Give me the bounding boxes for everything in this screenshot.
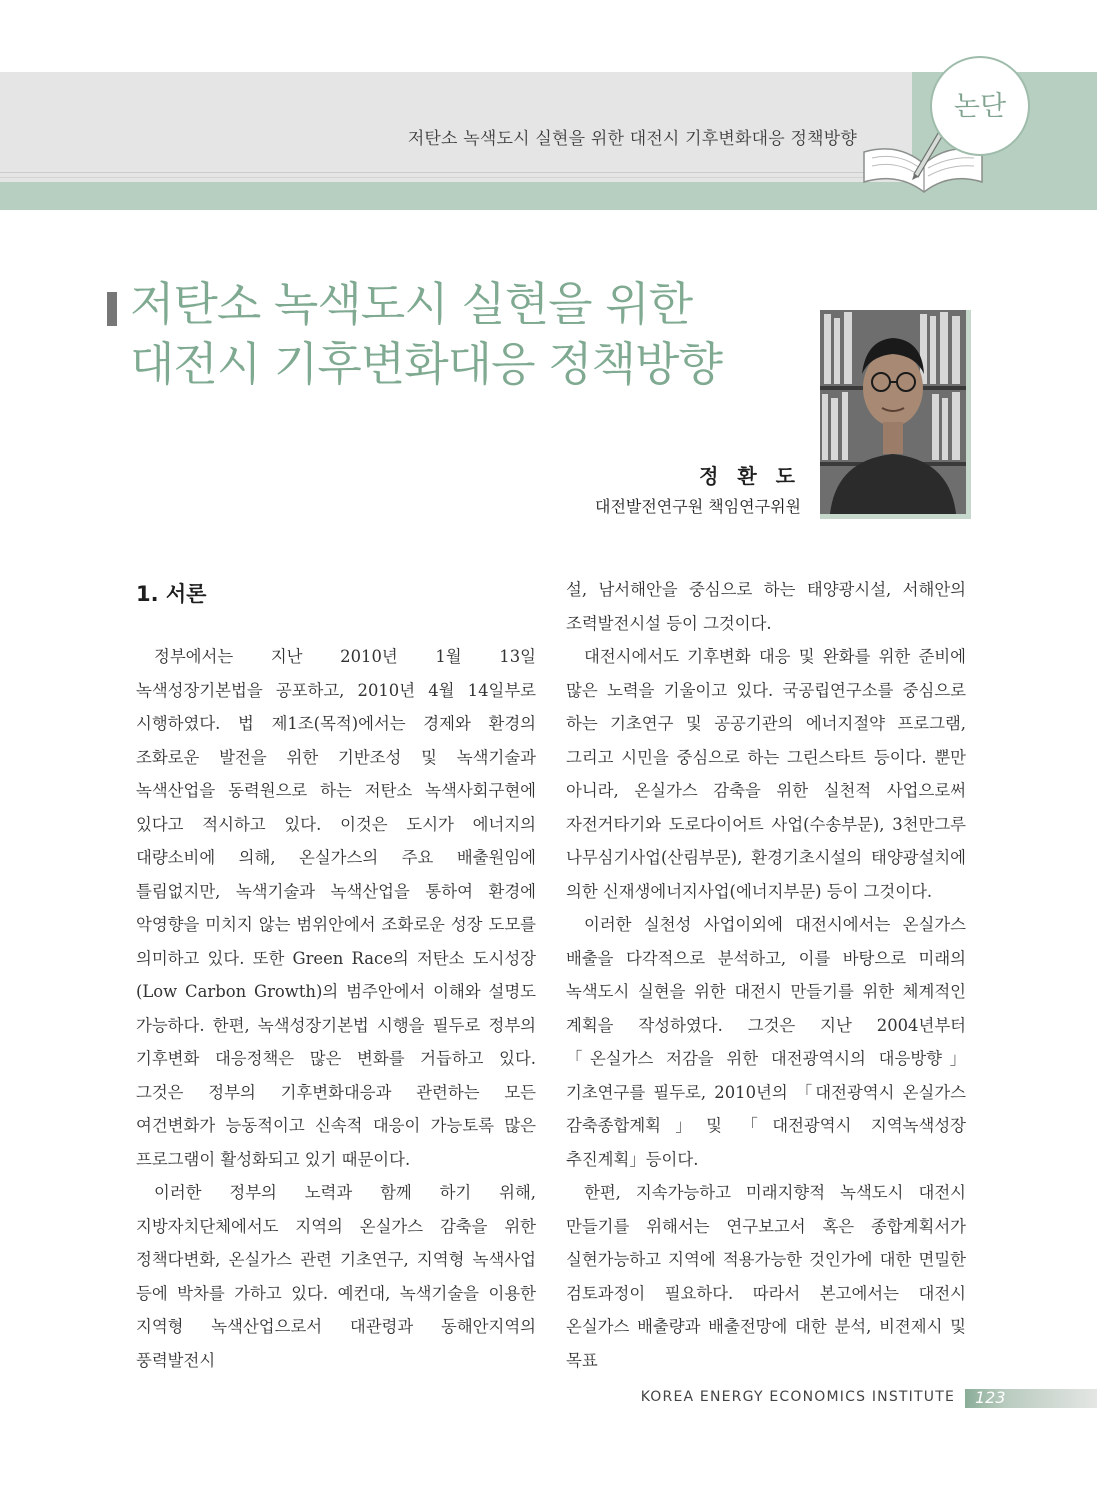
article-title-line2: 대전시 기후변화대응 정책방향 [130,337,722,391]
body-column-left [136,640,536,1377]
article-title-line1: 저탄소 녹색도시 실현을 위한 [130,277,693,331]
title-marker-bar [107,292,117,326]
author-affiliation: 대전발전연구원 책임연구위원 [594,497,801,516]
body-paragraph: 이러한 실천성 사업이외에 대전시에서는 온실가스 배출을 다각적으로 분석하고, 이를 바탕으로 미래의 녹색도시 실현을 위한 대전시 만들기를 위한 체계적인 계획을 작성하였다. 그것은 지난 2004년부터 「온실가스 저감을 위한 대전광역시의 대응방향」기초연구를 필두로, 2010년의 「대전광역시 온실가스 감축종합계획」및 「대전광역시 지역녹색성장 추진계획」등이다. [566,915,966,1169]
footer-institute: KOREA ENERGY ECONOMICS INSTITUTE [640,1389,955,1405]
body-paragraph: 한편, 지속가능하고 미래지향적 녹색도시 대전시 만들기를 위해서는 연구보고서 혹은 종합계획서가 실현가능하고 지역에 적용가능한 것인가에 대한 면밀한 검토과정이 필요하다. 따라서 본고에서는 대전시 온실가스 배출량과 배출전망에 대한 분석, 비젼제시 및 목표 [566,1183,966,1370]
section-badge [930,56,1030,156]
section-heading: 1. 서론 [136,582,207,606]
section-label: 논단 [953,91,1007,122]
author-photo [820,310,971,519]
body-paragraph: 정부에서는 지난 2010년 1월 13일 녹색성장기본법을 공포하고, 2010년 4월 14일부로 시행하였다. 법 제1조(목적)에서는 경제와 환경의 조화로운 발전을 위한 기반조성 및 녹색기술과 녹색산업을 동력원으로 하는 저탄소 녹색사회구현에 있다고 적시하고 있다. 이것은 도시가 에너지의 대량소비에 의해, 온실가스의 주요 배출원임에 틀림없지만, 녹색기술과 녹색산업을 통하여 환경에 악영향을 미치지 않는 범위안에서 조화로운 성장 도모를 의미하고 있다. 또한 Green Race의 저탄소 도시성장(Low Carbon Growth)의 범주안에서 이해와 설명도 가능하다. 한편, 녹색성장기본법 시행을 필두로 정부의 기후변화 대응정책은 많은 변화를 거듭하고 있다. 그것은 정부의 기후변화대응과 관련하는 모든 여건변화가 능동적이고 신속적 대응이 가능토록 많은 프로그램이 활성화되고 있기 때문이다. [136,647,536,1169]
author-name: 정 환 도 [699,464,801,488]
body-paragraph: 이러한 정부의 노력과 함께 하기 위해, 지방자치단체에서도 지역의 온실가스 감축을 위한 정책다변화, 온실가스 관련 기초연구, 지역형 녹색사업 등에 박차를 가하고 있다. 예컨대, 녹색기술을 이용한 지역형 녹색산업으로서 대관령과 동해안지역의 풍력발전시 [136,1183,536,1370]
article-title [130,274,722,394]
body-paragraph: 대전시에서도 기후변화 대응 및 완화를 위한 준비에 많은 노력을 기울이고 있다. 국공립연구소를 중심으로 하는 기초연구 및 공공기관의 에너지절약 프로그램, 그리고 시민을 중심으로 하는 그린스타트 등이다. 뿐만 아니라, 온실가스 감축을 위한 실천적 사업으로써 자전거타기와 도로다이어트 사업(수송부문), 3천만그루 나무심기사업(산림부문), 환경기초시설의 태양광설치에 의한 신재생에너지사업(에너지부문) 등이 그것이다. [566,647,966,901]
running-title: 저탄소 녹색도시 실현을 위한 대전시 기후변화대응 정책방향 [407,129,857,149]
body-paragraph-continuation: 설, 남서해안을 중심으로 하는 태양광시설, 서해안의 조력발전시설 등이 그것이다. [566,580,966,633]
body-column-right [566,573,966,1377]
page-number: 123 [975,1388,1006,1407]
